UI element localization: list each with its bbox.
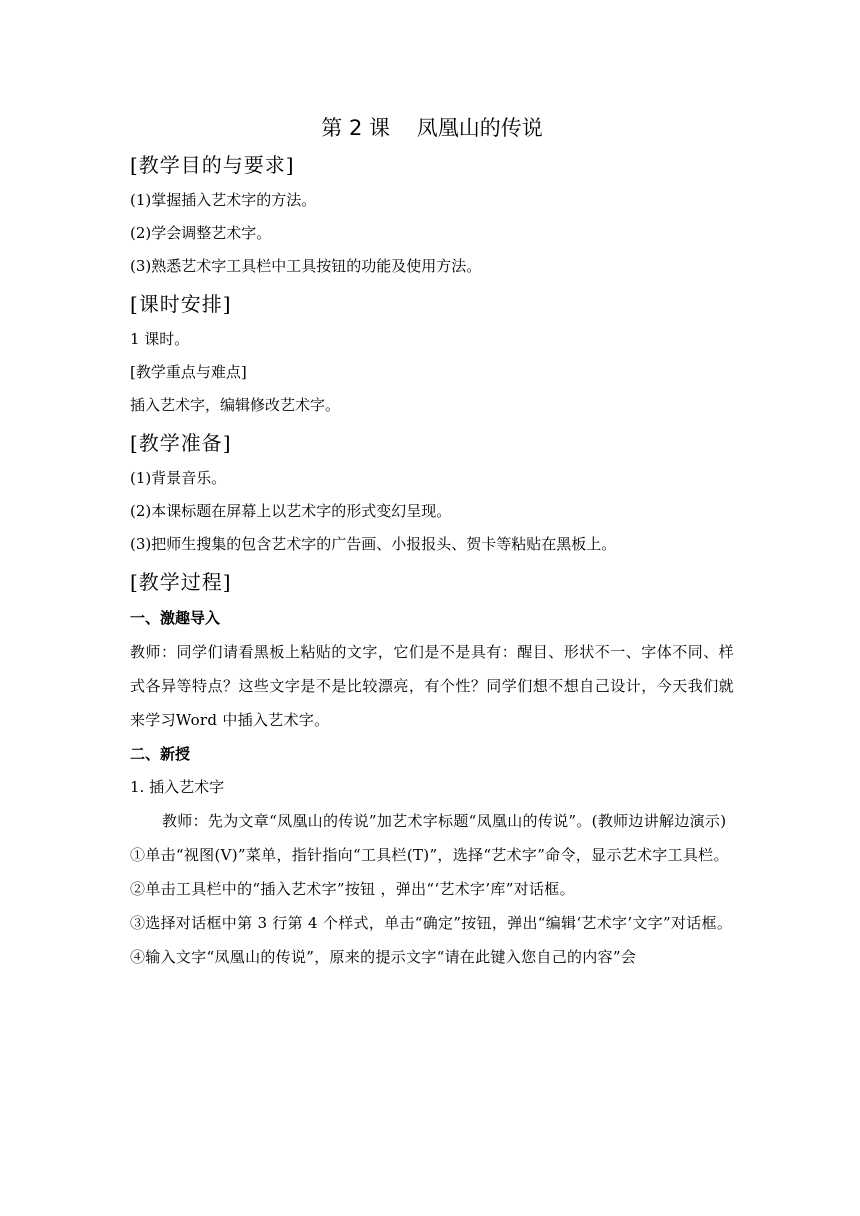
preparation-item: (2)本课标题在屏幕上以艺术字的形式变幻呈现。 bbox=[130, 502, 452, 520]
key-points-heading: [教学重点与难点] bbox=[130, 363, 247, 381]
part1-paragraph: 教师：同学们请看黑板上粘贴的文字，它们是不是具有：醒目、形状不一、字体不同、样式各异等特点？这些文字是不是比较漂亮，有个性？同学们想不想自己设计，今天我们就来学习Word 中插入艺术字。 bbox=[130, 643, 734, 729]
step-item: ④输入文字“凤凰山的传说”，原来的提示文字“请在此键入您自己的内容”会 bbox=[130, 948, 637, 966]
step1-heading: 1. 插入艺术字 bbox=[130, 778, 225, 796]
preparation-item: (1)背景音乐。 bbox=[130, 469, 227, 487]
preparation-heading: [教学准备] bbox=[130, 431, 232, 455]
key-points-text: 插入艺术字，编辑修改艺术字。 bbox=[130, 396, 341, 414]
objectives-heading: [教学目的与要求] bbox=[130, 153, 295, 177]
step-item: ②单击工具栏中的“插入艺术字”按钮 ，弹出“‘艺术字’库”对话框。 bbox=[130, 880, 575, 898]
step-item: ③选择对话框中第 3 行第 4 个样式，单击“确定”按钮，弹出“编辑‘艺术字’文字”对话框。 bbox=[130, 914, 733, 932]
lesson-title: 第 2 课 凤凰山的传说 bbox=[321, 116, 543, 140]
step1-intro: 教师：先为文章“凤凰山的传说”加艺术字标题“凤凰山的传说”。(教师边讲解边演示) bbox=[162, 812, 727, 830]
process-heading: [教学过程] bbox=[130, 570, 232, 594]
schedule-heading: [课时安排] bbox=[130, 292, 232, 316]
preparation-item: (3)把师生搜集的包含艺术字的广告画、小报报头、贺卡等粘贴在黑板上。 bbox=[130, 535, 617, 553]
step-item: ①单击“视图(V)”菜单，指针指向“工具栏(T)”，选择“艺术字”命令，显示艺术字工具栏。 bbox=[130, 846, 729, 864]
part2-heading: 二、新授 bbox=[130, 745, 191, 763]
objective-item: (1)掌握插入艺术字的方法。 bbox=[130, 191, 317, 209]
part1-heading: 一、激趣导入 bbox=[130, 609, 221, 627]
objective-item: (3)熟悉艺术字工具栏中工具按钮的功能及使用方法。 bbox=[130, 257, 482, 275]
objective-item: (2)学会调整艺术字。 bbox=[130, 224, 272, 242]
document-body bbox=[130, 112, 734, 974]
schedule-item: 1 课时。 bbox=[130, 330, 190, 348]
